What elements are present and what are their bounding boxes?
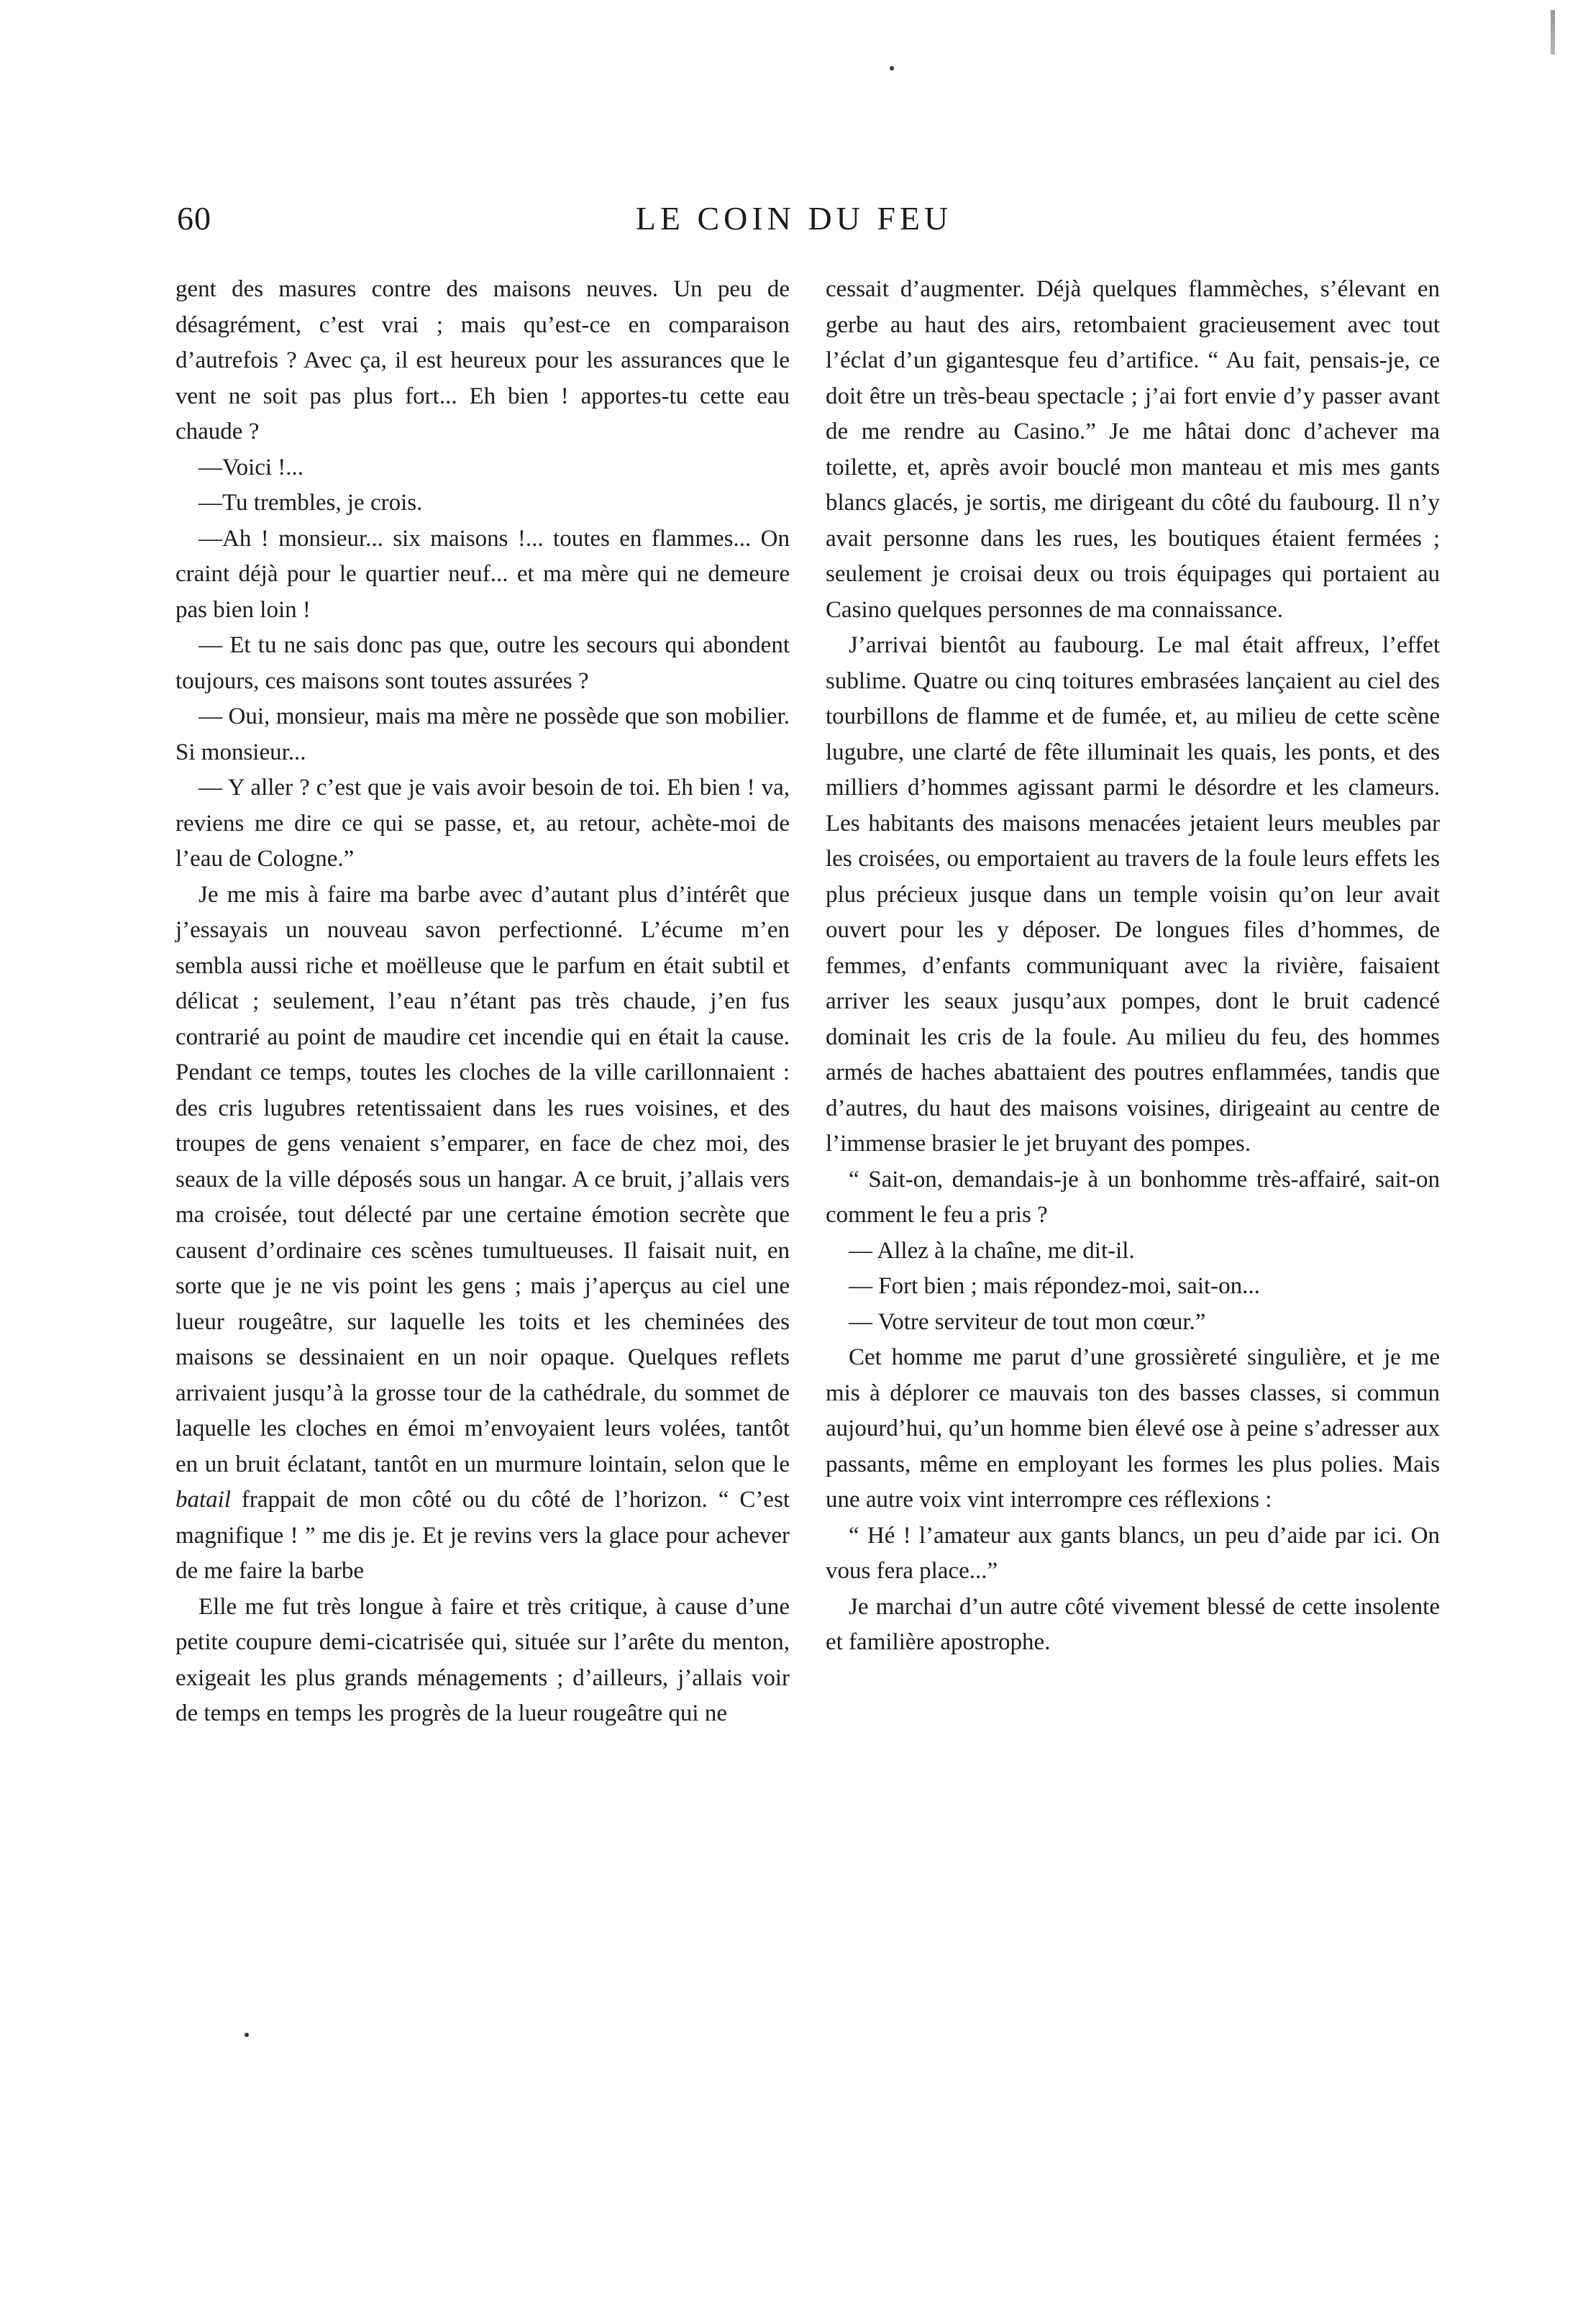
- left-column: [175, 272, 790, 1732]
- dialogue-line: — Et tu ne sais donc pas que, outre les secours qui abondent toujours, ces maisons sont toutes assurées ?: [175, 632, 790, 694]
- paper-speck: [245, 2033, 249, 2037]
- dialogue-line: “ Hé ! l’amateur aux gants blancs, un peu d’aide par ici. On vous fera place...”: [826, 1522, 1440, 1584]
- paragraph: gent des masures contre des maisons neuves. Un peu de désagrément, c’est vrai ; mais qu’est-ce en comparaison d’autrefois ? Avec ça, il est heureux pour les assurances que le vent ne soit pas plus fort... Eh bien ! apportes-tu cette eau chaude ?: [175, 276, 790, 445]
- paragraph: Elle me fut très longue à faire et très critique, à cause d’une petite coupure demi-cicatrisée qui, située sur l’arête du menton, exigeait les plus grands ménagements ; d’ailleurs, j’allais voir de temps en temps les progrès de la lueur rougeâtre qui ne: [175, 1593, 790, 1726]
- dialogue-line: —Tu trembles, je crois.: [198, 490, 423, 516]
- paragraph: Cet homme me parut d’une grossièreté singulière, et je me mis à déplorer ce mauvais ton des basses classes, si commun aujourd’hui, qu’un homme bien élevé ose à peine s’adresser aux passants, même en employant les formes les plus polies. Mais une autre voix vint interrompre ces réflexions :: [826, 1344, 1440, 1513]
- paragraph: [175, 878, 790, 1590]
- page-edge-mark: [1551, 10, 1555, 55]
- paragraph-text: Je me mis à faire ma barbe avec d’autant plus d’intérêt que j’essayais un nouveau savon perfectionné. L’écume m’en sembla aussi riche et moëlleuse que le parfum en était subtil et délicat ; seulement, l’eau n’étant pas très chaude, j’en fus contrarié au point de maudire cet incendie qui en était la cause. Pendant ce temps, toutes les cloches de la ville carillonnaient : des cris lugubres retentissaient dans les rues voisines, et des troupes de gens venaient s’emparer, en face de chez moi, des seaux de la ville déposés sous un hangar. A ce bruit, j’allais vers ma croisée, tout délecté par une certaine émotion secrète que causent d’ordinaire ces scènes tumultueuses. Il faisait nuit, en sorte que je ne vis point les gens ; mais j’aperçus au ciel une lueur rougeâtre, sur laquelle les toits et les cheminées des maisons se dessinaient en un noir opaque. Quelques reflets arrivaient jusqu’à la grosse tour de la cathédrale, du sommet de laquelle les cloches en émoi m’envoyaient leurs volées, tantôt en un bruit éclatant, tantôt en un murmure lointain, selon que le: [175, 881, 790, 1477]
- paper-speck: [890, 66, 894, 70]
- page-number: 60: [177, 200, 211, 237]
- right-column: [826, 272, 1440, 1661]
- running-head: LE COIN DU FEU: [635, 200, 953, 237]
- dialogue-line: — Y aller ? c’est que je vais avoir besoin de toi. Eh bien ! va, reviens me dire ce qui se passe, et, au retour, achète-moi de l’eau de Cologne.”: [175, 775, 790, 872]
- dialogue-line: —Ah ! monsieur... six maisons !... toutes en flammes... On craint déjà pour le quartier neuf... et ma mère qui ne demeure pas bien loin !: [175, 525, 790, 623]
- dialogue-line: — Allez à la chaîne, me dit-il.: [849, 1237, 1135, 1264]
- dialogue-line: — Fort bien ; mais répondez-moi, sait-on...: [849, 1273, 1260, 1299]
- italic-word: batail: [175, 1487, 232, 1513]
- dialogue-line: “ Sait-on, demandais-je à un bonhomme très-affairé, sait-on comment le feu a pris ?: [826, 1166, 1440, 1228]
- paragraph: J’arrivai bientôt au faubourg. Le mal était affreux, l’effet sublime. Quatre ou cinq toitures embrasées lançaient au ciel des tourbillons de flamme et de fumée, et, au milieu de cette scène lugubre, une clarté de fête illuminait les quais, les ponts, et des milliers d’hommes agissant parmi le désordre et les clameurs. Les habitants des maisons menacées jetaient leurs meubles par les croisées, ou emportaient au travers de la foule leurs effets les plus précieux jusque dans un temple voisin qu’on leur avait ouvert pour les y déposer. De longues files d’hommes, de femmes, d’enfants communiquant avec la rivière, faisaient arriver les seaux jusqu’aux pompes, dont le bruit cadencé dominait les cris de la foule. Au milieu du feu, des hommes armés de haches abattaient des poutres enflammées, tandis que d’autres, du haut des maisons voisines, dirigeaint au centre de l’immense brasier le jet bruyant des pompes.: [826, 632, 1440, 1157]
- paragraph-text: frappait de mon côté ou du côté de l’horizon. “ C’est magnifique ! ” me dis je. Et je revins vers la glace pour achever de me faire la barbe: [175, 1487, 790, 1584]
- dialogue-line: — Votre serviteur de tout mon cœur.”: [849, 1308, 1206, 1335]
- dialogue-line: — Oui, monsieur, mais ma mère ne possède que son mobilier. Si monsieur...: [175, 703, 790, 765]
- dialogue-line: —Voici !...: [198, 454, 304, 480]
- paragraph: Je marchai d’un autre côté vivement blessé de cette insolente et familière apostrophe.: [826, 1593, 1440, 1655]
- paragraph: cessait d’augmenter. Déjà quelques flammèches, s’élevant en gerbe au haut des airs, retombaient gracieusement avec tout l’éclat d’un gigantesque feu d’artifice. “ Au fait, pensais-je, ce doit être un très-beau spectacle ; j’ai fort envie d’y passer avant de me rendre au Casino.” Je me hâtai donc d’achever ma toilette, et, après avoir bouclé mon manteau et mis mes gants blancs glacés, je sortis, me dirigeant du côté du faubourg. Il n’y avait personne dans les rues, les boutiques étaient fermées ; seulement je croisai deux ou trois équipages qui portaient au Casino quelques personnes de ma connaissance.: [826, 276, 1440, 623]
